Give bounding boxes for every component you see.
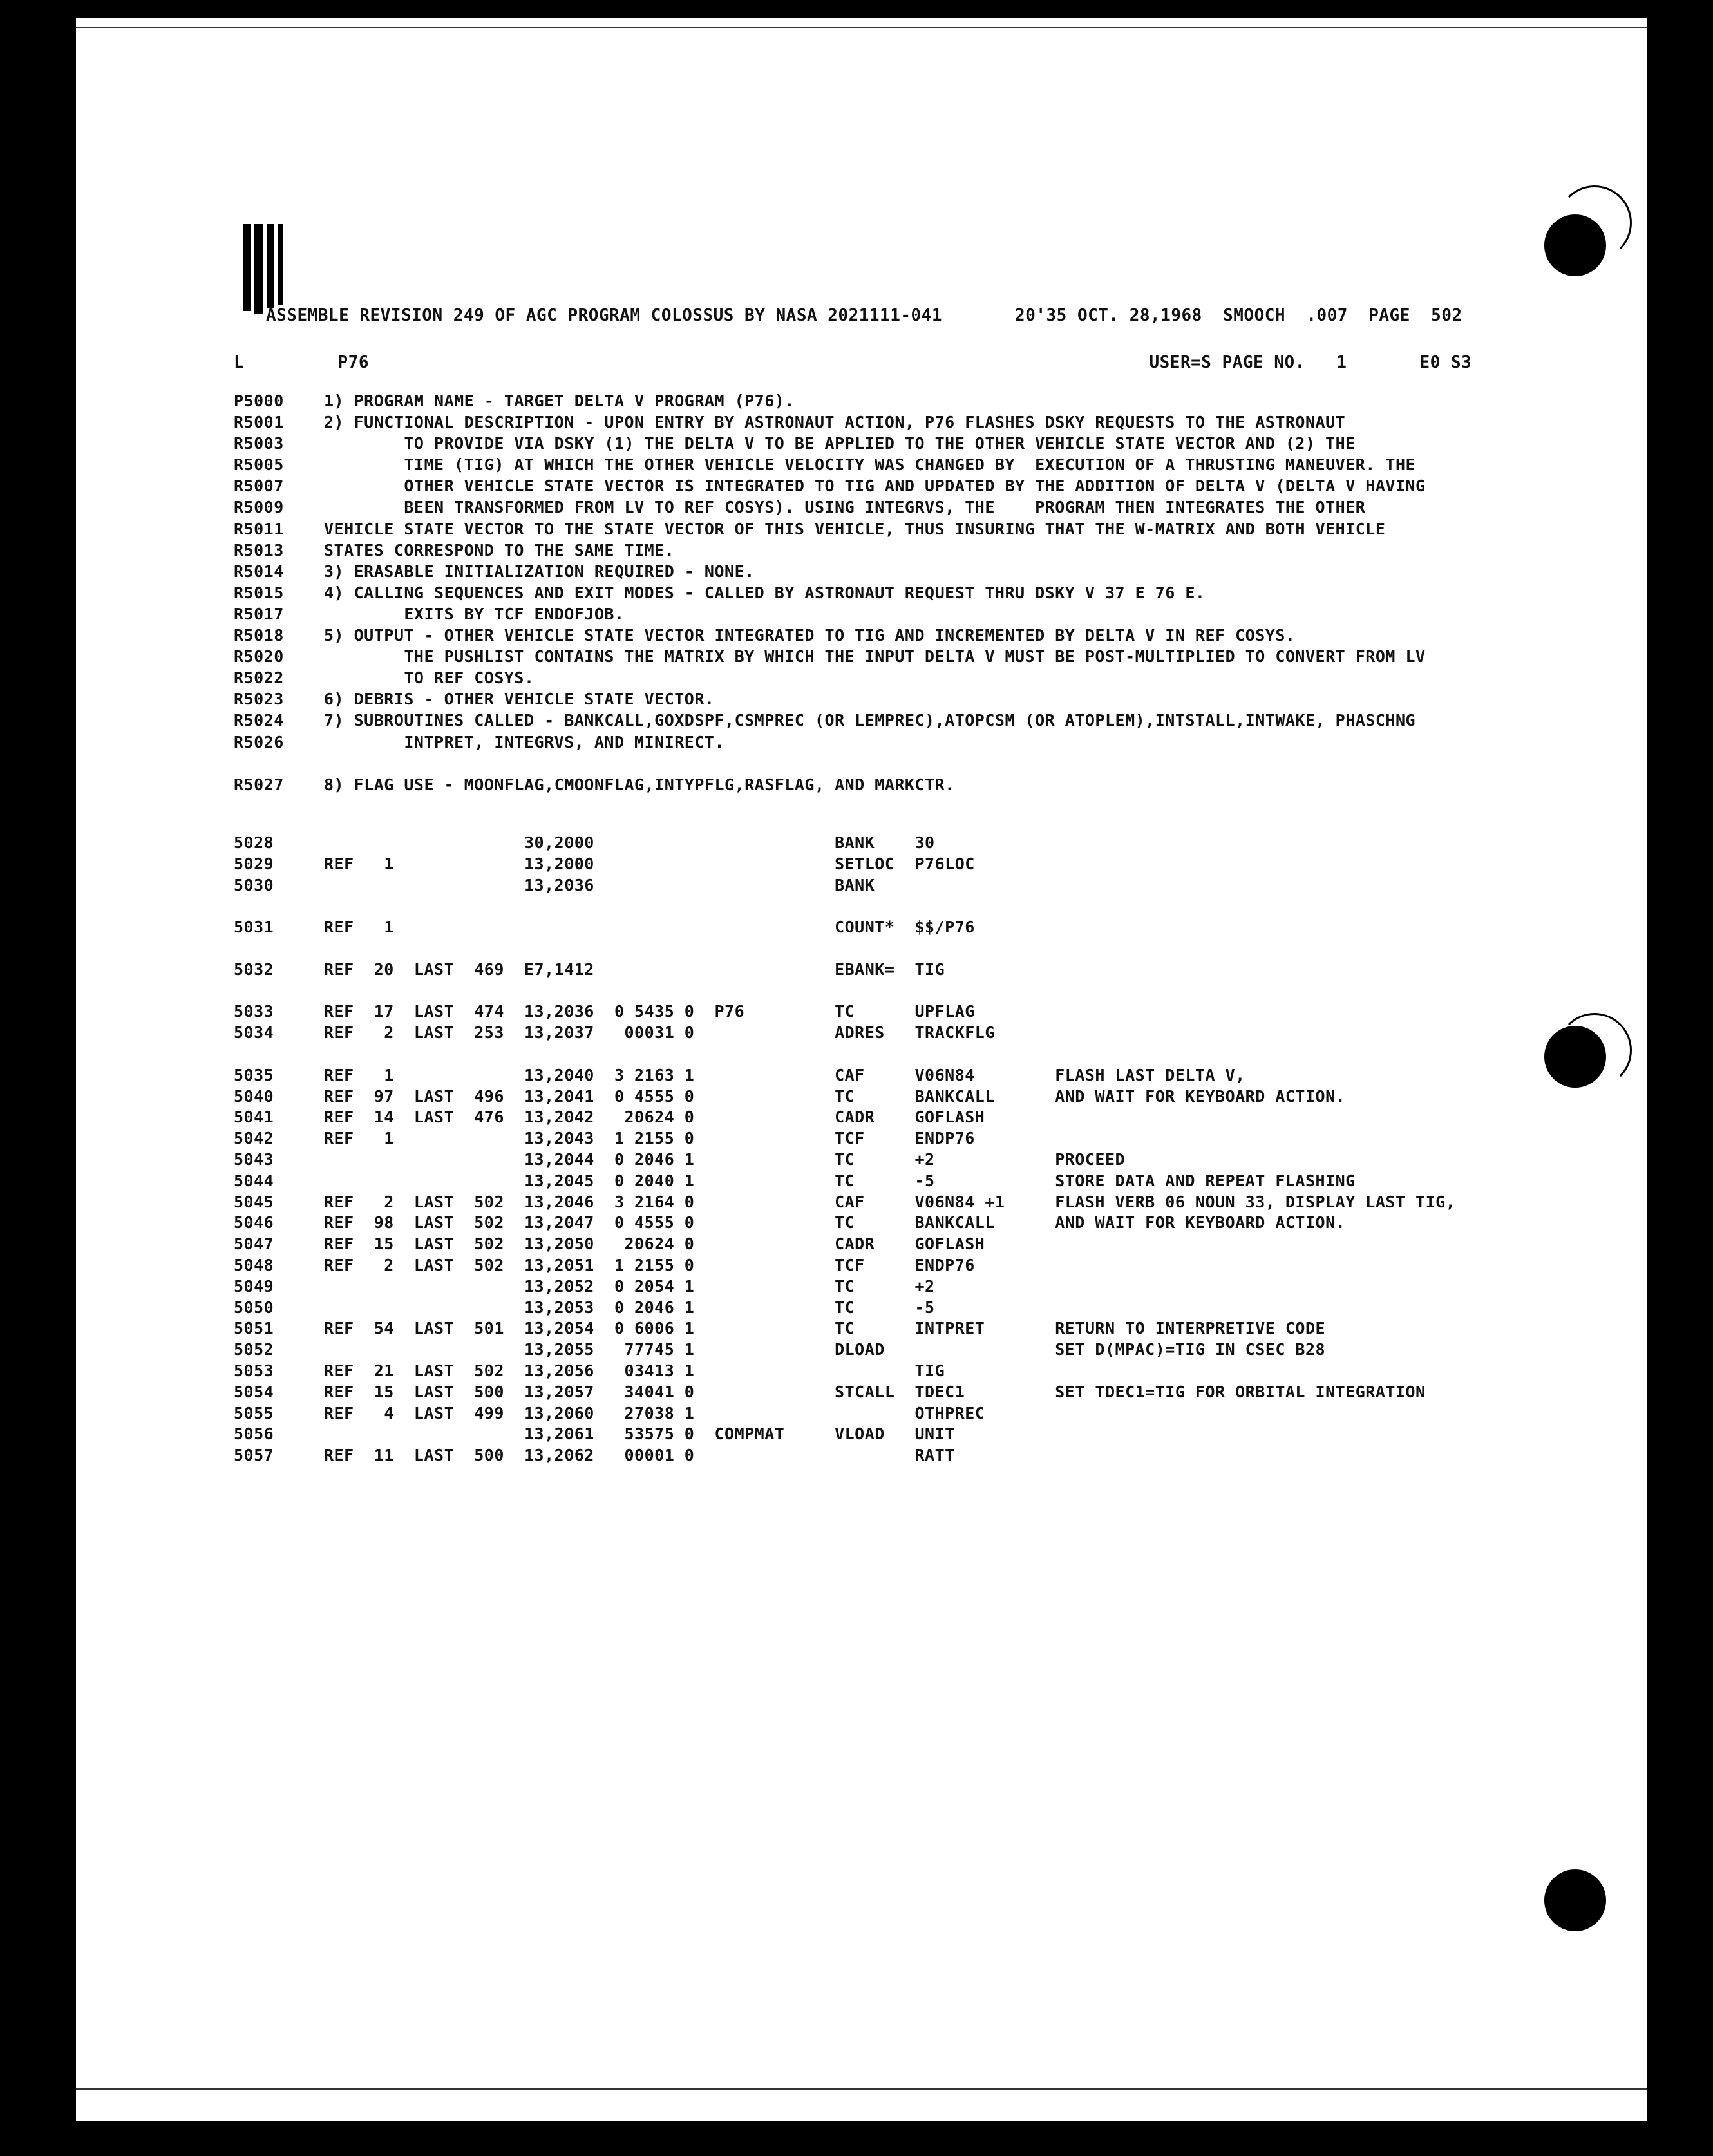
description-line: R5001 2) FUNCTIONAL DESCRIPTION - UPON ENTRY BY ASTRONAUT ACTION, P76 FLASHES DSKY REQUESTS TO THE ASTRONAUT	[234, 413, 1346, 432]
listing-line: 5053 REF 21 LAST 502 13,2056 03413 1 TIG	[234, 1361, 945, 1380]
listing-line: 5044 13,2045 0 2040 1 TC -5 STORE DATA AND REPEAT FLASHING	[234, 1171, 1356, 1190]
page-subheader: L P76 USER=S PAGE NO. 1 E0 S3	[234, 353, 1472, 372]
listing-line: 5046 REF 98 LAST 502 13,2047 0 4555 0 TC BANKCALL AND WAIT FOR KEYBOARD ACTION.	[234, 1213, 1346, 1233]
listing-line: 5049 13,2052 0 2054 1 TC +2	[234, 1276, 935, 1296]
binder-bars	[243, 224, 283, 314]
listing-line: 5042 REF 1 13,2043 1 2155 0 TCF ENDP76	[234, 1129, 975, 1148]
description-line: R5014 3) ERASABLE INITIALIZATION REQUIRED - NONE.	[234, 562, 755, 581]
description-line: R5017 EXITS BY TCF ENDOFJOB.	[234, 604, 625, 623]
listing-line: 5056 13,2061 53575 0 COMPMAT VLOAD UNIT	[234, 1424, 955, 1444]
description-line: R5007 OTHER VEHICLE STATE VECTOR IS INTEGRATED TO TIG AND UPDATED BY THE ADDITION OF DELTA V (DELTA V HAVING	[234, 477, 1426, 496]
listing-rows	[234, 833, 1455, 1466]
description-line: R5018 5) OUTPUT - OTHER VEHICLE STATE VECTOR INTEGRATED TO TIG AND INCREMENTED BY DELTA V IN REF COSYS.	[234, 626, 1296, 645]
listing-line: 5050 13,2053 0 2046 1 TC -5	[234, 1298, 935, 1317]
listing-line	[234, 896, 1455, 917]
listing-line: 5030 13,2036 BANK	[234, 875, 875, 894]
listing-line: 5031 REF 1 COUNT* $$/P76	[234, 918, 975, 937]
program-description	[234, 390, 1426, 795]
listing-line: 5045 REF 2 LAST 502 13,2046 3 2164 0 CAF V06N84 +1 FLASH VERB 06 NOUN 33, DISPLAY LAST TIG,	[234, 1192, 1456, 1211]
top-tear-edge	[76, 27, 1647, 28]
punch-hole-arc-middle	[1557, 1013, 1632, 1088]
listing-line: 5032 REF 20 LAST 469 E7,1412 EBANK= TIG	[234, 960, 945, 979]
description-line: R5009 BEEN TRANSFORMED FROM LV TO REF COSYS). USING INTEGRVS, THE PROGRAM THEN INTEGRATES THE OTHER	[234, 498, 1366, 517]
listing-line: 5048 REF 2 LAST 502 13,2051 1 2155 0 TCF ENDP76	[234, 1255, 975, 1274]
listing-line: 5033 REF 17 LAST 474 13,2036 0 5435 0 P76 TC UPFLAG	[234, 1002, 975, 1021]
listing-line: 5052 13,2055 77745 1 DLOAD SET D(MPAC)=TIG IN CSEC B28	[234, 1340, 1326, 1359]
listing-line	[234, 1044, 1455, 1065]
listing-line: 5029 REF 1 13,2000 SETLOC P76LOC	[234, 854, 975, 873]
description-line: R5015 4) CALLING SEQUENCES AND EXIT MODES - CALLED BY ASTRONAUT REQUEST THRU DSKY V 37 E 76 E.	[234, 583, 1206, 602]
description-line: R5024 7) SUBROUTINES CALLED - BANKCALL,GOXDSPF,CSMPREC (OR LEMPREC),ATOPCSM (OR ATOPLEM),INTSTALL,INTWAKE, PHASCHNG	[234, 711, 1416, 730]
description-line: R5020 THE PUSHLIST CONTAINS THE MATRIX BY WHICH THE INPUT DELTA V MUST BE POST-MULTIPLIED TO CONVERT FROM LV	[234, 647, 1426, 667]
listing-line: 5054 REF 15 LAST 500 13,2057 34041 0 STCALL TDEC1 SET TDEC1=TIG FOR ORBITAL INTEGRATION	[234, 1382, 1426, 1401]
description-line: R5013 STATES CORRESPOND TO THE SAME TIME.	[234, 540, 675, 560]
description-line: R5026 INTPRET, INTEGRVS, AND MINIRECT.	[234, 732, 725, 752]
listing-line	[234, 981, 1455, 1002]
description-line: R5022 TO REF COSYS.	[234, 668, 535, 688]
listing-line: 5035 REF 1 13,2040 3 2163 1 CAF V06N84 FLASH LAST DELTA V,	[234, 1065, 1245, 1084]
listing-line: 5057 REF 11 LAST 500 13,2062 00001 0 RATT	[234, 1446, 955, 1465]
description-line: R5005 TIME (TIG) AT WHICH THE OTHER VEHICLE VELOCITY WAS CHANGED BY EXECUTION OF A THRUSTING MANEUVER. THE	[234, 455, 1416, 475]
listing-line: 5043 13,2044 0 2046 1 TC +2 PROCEED	[234, 1149, 1126, 1169]
description-line: R5011 VEHICLE STATE VECTOR TO THE STATE VECTOR OF THIS VEHICLE, THUS INSURING THAT THE W-MATRIX AND BOTH VEHICLE	[234, 519, 1386, 538]
listing-line: 5028 30,2000 BANK 30	[234, 833, 935, 852]
printout-page	[76, 18, 1647, 2121]
description-line: P5000 1) PROGRAM NAME - TARGET DELTA V PROGRAM (P76).	[234, 392, 795, 410]
punch-hole-arc-top	[1557, 185, 1632, 260]
punch-hole-bottom	[1544, 1869, 1606, 1931]
description-line: R5003 TO PROVIDE VIA DSKY (1) THE DELTA V TO BE APPLIED TO THE OTHER VEHICLE STATE VECTOR AND (2) THE	[234, 434, 1356, 453]
listing-line: 5055 REF 4 LAST 499 13,2060 27038 1 OTHPREC	[234, 1403, 985, 1423]
listing-line: 5051 REF 54 LAST 501 13,2054 0 6006 1 TC INTPRET RETURN TO INTERPRETIVE CODE	[234, 1319, 1326, 1338]
description-line: R5027 8) FLAG USE - MOONFLAG,CMOONFLAG,INTYPFLG,RASFLAG, AND MARKCTR.	[234, 775, 955, 794]
listing-line: 5041 REF 14 LAST 476 13,2042 20624 0 CADR GOFLASH	[234, 1108, 985, 1127]
listing-line	[234, 938, 1455, 960]
listing-line: 5047 REF 15 LAST 502 13,2050 20624 0 CADR GOFLASH	[234, 1234, 985, 1254]
listing-line: 5040 REF 97 LAST 496 13,2041 0 4555 0 TC BANKCALL AND WAIT FOR KEYBOARD ACTION.	[234, 1086, 1346, 1106]
description-line: R5023 6) DEBRIS - OTHER VEHICLE STATE VECTOR.	[234, 690, 715, 709]
listing-line: 5034 REF 2 LAST 253 13,2037 00031 0 ADRES TRACKFLG	[234, 1023, 995, 1043]
description-line	[234, 753, 1426, 774]
page-header: ASSEMBLE REVISION 249 OF AGC PROGRAM COLOSSUS BY NASA 2021111-041 20'35 OCT. 28,1968 SMOOCH .007 PAGE 502	[266, 306, 1462, 325]
bottom-tear-edge	[76, 2088, 1647, 2090]
